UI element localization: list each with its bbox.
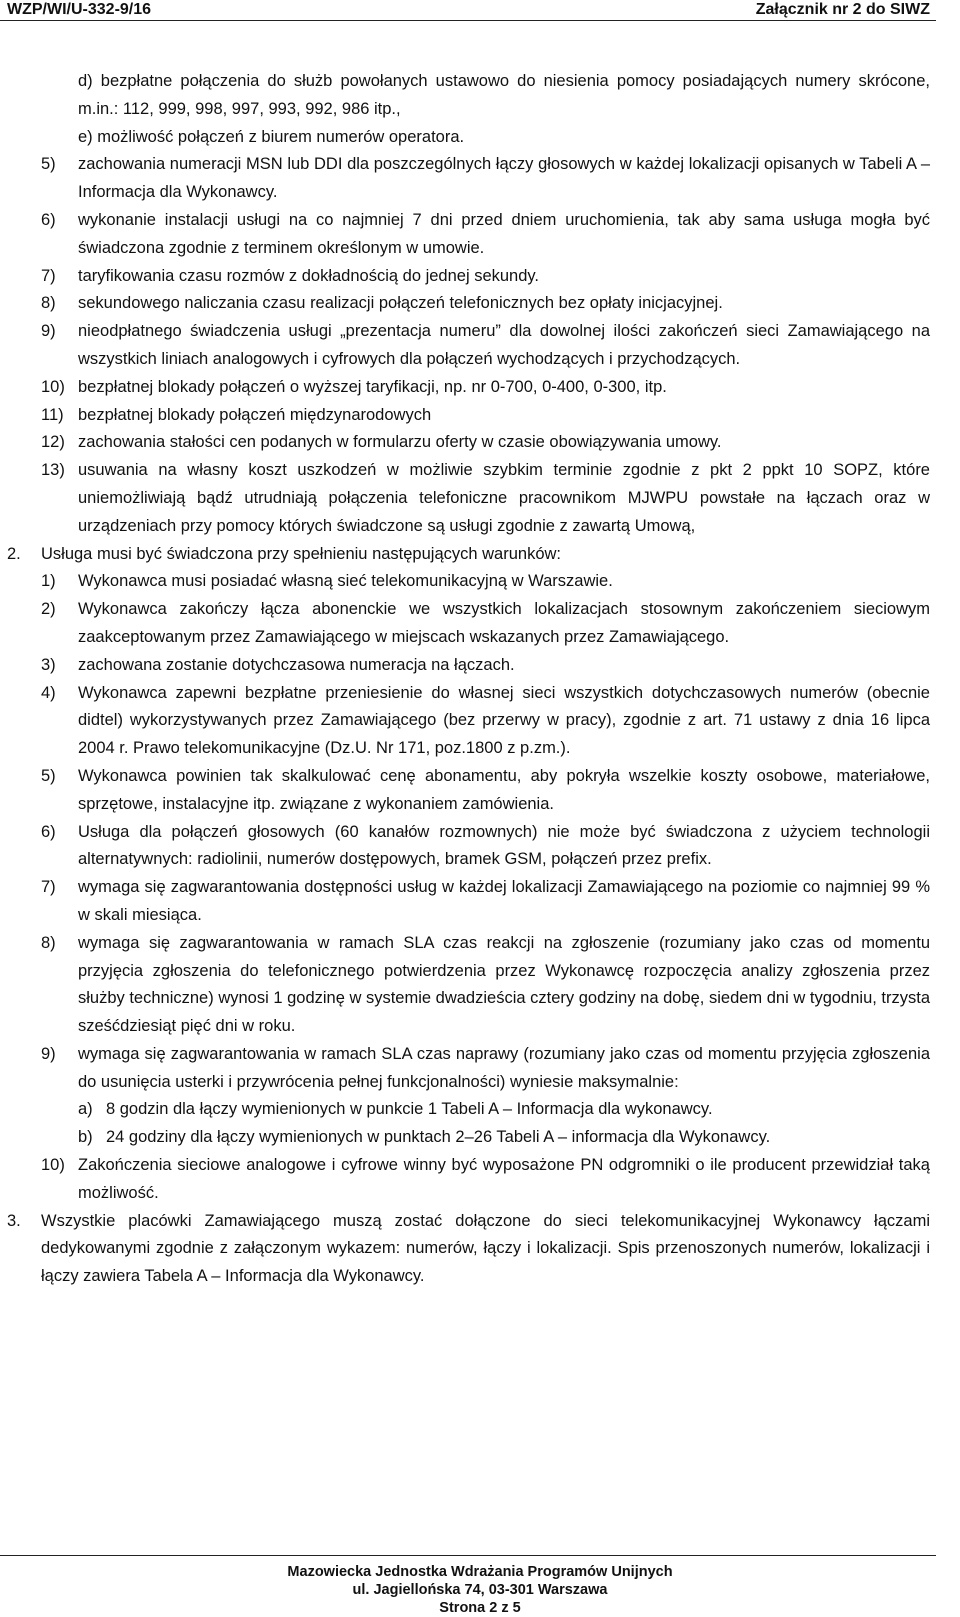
item-number: 4) <box>41 683 56 702</box>
page-footer <box>0 1563 960 1617</box>
item-number: 2) <box>41 600 56 619</box>
section-item: 2. Usługa musi być świadczona przy spełnieniu następujących warunków: <box>0 541 960 569</box>
section-item: 3. Wszystkie placówki Zamawiającego muszą zostać dołączone do sieci telekomunikacyjnej Wykonawcy łączami dedykowanymi zgodnie z załączonym wykazem: numerów, łączy i lokalizacji. Spis przenoszonych numerów, lokalizacji i łączy zawiera Tabela A – Informacja dla Wykonawcy. <box>0 1208 960 1291</box>
item-number: 8) <box>41 294 56 313</box>
list-item: 5) Wykonawca powinien tak skalkulować cenę abonamentu, aby pokryła wszelkie koszty osobowe, materiałowe, sprzętowe, instalacyjne itp. związane z wykonaniem zamówienia. <box>0 763 960 819</box>
item-number: a) <box>78 1100 93 1119</box>
item-number: 5) <box>41 155 56 174</box>
list-item: 7) taryfikowania czasu rozmów z dokładnością do jednej sekundy. <box>0 263 960 291</box>
sub-list-item: a) 8 godzin dla łączy wymienionych w punkcie 1 Tabeli A – Informacja dla wykonawcy. <box>0 1096 960 1124</box>
list-item: 6) wykonanie instalacji usługi na co najmniej 7 dni przed dniem uruchomienia, tak aby sama usługa mogła być świadczona zgodnie z terminem określonym w umowie. <box>0 207 960 263</box>
list-item: 9) nieodpłatnego świadczenia usługi „prezentacja numeru” dla dowolnej ilości zakończeń sieci Zamawiającego na wszystkich liniach analogowych i cyfrowych dla połączeń wychodzących i przychodzących. <box>0 318 960 374</box>
list-item: 10) Zakończenia sieciowe analogowe i cyfrowe winny być wyposażone PN odgromniki o ile producent przewidział taką możliwość. <box>0 1152 960 1208</box>
list-item: 1) Wykonawca musi posiadać własną sieć telekomunikacyjną w Warszawie. <box>0 568 960 596</box>
list-item: 13) usuwania na własny koszt uszkodzeń w możliwie szybkim terminie zgodnie z pkt 2 ppkt 10 SOPZ, które uniemożliwiają bądź utrudniają połączenia telefoniczne pracownikom MJWPU powstałe na łączach oraz w urządzeniach przy pomocy których świadczone są usługi zgodnie z zawartą Umową, <box>0 457 960 540</box>
list-item: 5) zachowania numeracji MSN lub DDI dla poszczególnych łączy głosowych w każdej lokalizacji opisanych w Tabeli A – Informacja dla Wykonawcy. <box>0 151 960 207</box>
document-body <box>0 68 960 1291</box>
item-number: b) <box>78 1128 93 1147</box>
item-number: 1) <box>41 572 56 591</box>
list-item: 8) wymaga się zagwarantowania w ramach SLA czas reakcji na zgłoszenie (rozumiany jako czas od momentu przyjęcia zgłoszenia do telefonicznego potwierdzenia przez Wykonawcę rozpoczęcia analizy zgłoszenia przez służby techniczne) wynosi 1 godzinę w systemie dwadzieścia cztery godziny na dobę, siedem dni w tygodniu, trzysta sześćdziesiąt pięć dni w roku. <box>0 930 960 1041</box>
attachment-label: Załącznik nr 2 do SIWZ <box>755 1 930 18</box>
item-number: 6) <box>41 822 56 841</box>
item-number: 8) <box>41 933 56 952</box>
section-number: 3. <box>7 1211 21 1230</box>
header-rule <box>0 20 936 21</box>
list-item: e) możliwość połączeń z biurem numerów operatora. <box>78 127 465 146</box>
list-item: 9) wymaga się zagwarantowania w ramach SLA czas naprawy (rozumiany jako czas od momentu przyjęcia zgłoszenia do usunięcia usterki i przywrócenia pełnej funkcjonalności) wyniesie maksymalnie: <box>0 1041 960 1097</box>
list-item: d) bezpłatne połączenia do służb powołanych ustawowo do niesienia pomocy posiadających numery skrócone, m.in.: 112, 999, 998, 997, 993, 992, 986 itp., <box>78 72 930 118</box>
page-header <box>0 0 960 18</box>
list-item: 11) bezpłatnej blokady połączeń międzynarodowych <box>0 402 960 430</box>
list-item: 8) sekundowego naliczania czasu realizacji połączeń telefonicznych bez opłaty inicjacyjnej. <box>0 290 960 318</box>
item-number: 7) <box>41 266 56 285</box>
footer-organization: Mazowiecka Jednostka Wdrażania Programów Unijnych <box>287 1564 673 1580</box>
footer-address: ul. Jagiellońska 74, 03-301 Warszawa <box>352 1582 608 1598</box>
item-number: 5) <box>41 766 56 785</box>
page-number: Strona 2 z 5 <box>439 1600 521 1616</box>
list-item: 12) zachowania stałości cen podanych w formularzu oferty w czasie obowiązywania umowy. <box>0 429 960 457</box>
list-item: 2) Wykonawca zakończy łącza abonenckie we wszystkich lokalizacjach stosownym zakończeniem sieciowym zaakceptowanym przez Zamawiającego w miejscach wskazanych przez Zamawiającego. <box>0 596 960 652</box>
item-number: 9) <box>41 322 56 341</box>
item-number: 10) <box>41 1156 65 1175</box>
list-item: 4) Wykonawca zapewni bezpłatne przeniesienie do własnej sieci wszystkich dotychczasowych numerów (obecnie didtel) wykorzystywanych przez Zamawiającego (bez przerwy w pracy), zgodnie z art. 71 ustawy z dnia 16 lipca 2004 r. Prawo telekomunikacyjne (Dz.U. Nr 171, poz.1800 z p.zm.). <box>0 680 960 763</box>
sub-list-item: b) 24 godziny dla łączy wymienionych w punktach 2–26 Tabeli A – informacja dla Wykonawcy. <box>0 1124 960 1152</box>
document-reference: WZP/WI/U-332-9/16 <box>7 1 152 18</box>
footer-rule <box>0 1555 936 1556</box>
list-item: 7) wymaga się zagwarantowania dostępności usług w każdej lokalizacji Zamawiającego na poziomie co najmniej 99 % w skali miesiąca. <box>0 874 960 930</box>
section-number: 2. <box>7 544 21 563</box>
item-number: 13) <box>41 461 65 480</box>
list-item: 3) zachowana zostanie dotychczasowa numeracja na łączach. <box>0 652 960 680</box>
item-number: 7) <box>41 878 56 897</box>
list-item: 10) bezpłatnej blokady połączeń o wyższej taryfikacji, np. nr 0-700, 0-400, 0-300, itp. <box>0 374 960 402</box>
item-number: 9) <box>41 1044 56 1063</box>
item-number: 6) <box>41 210 56 229</box>
item-number: 3) <box>41 655 56 674</box>
item-number: 10) <box>41 377 65 396</box>
list-item: 6) Usługa dla połączeń głosowych (60 kanałów rozmownych) nie może być świadczona z użyciem technologii alternatywnych: radiolinii, numerów dostępowych, bramek GSM, połączeń przez prefix. <box>0 819 960 875</box>
item-number: 12) <box>41 433 65 452</box>
item-number: 11) <box>41 405 64 424</box>
